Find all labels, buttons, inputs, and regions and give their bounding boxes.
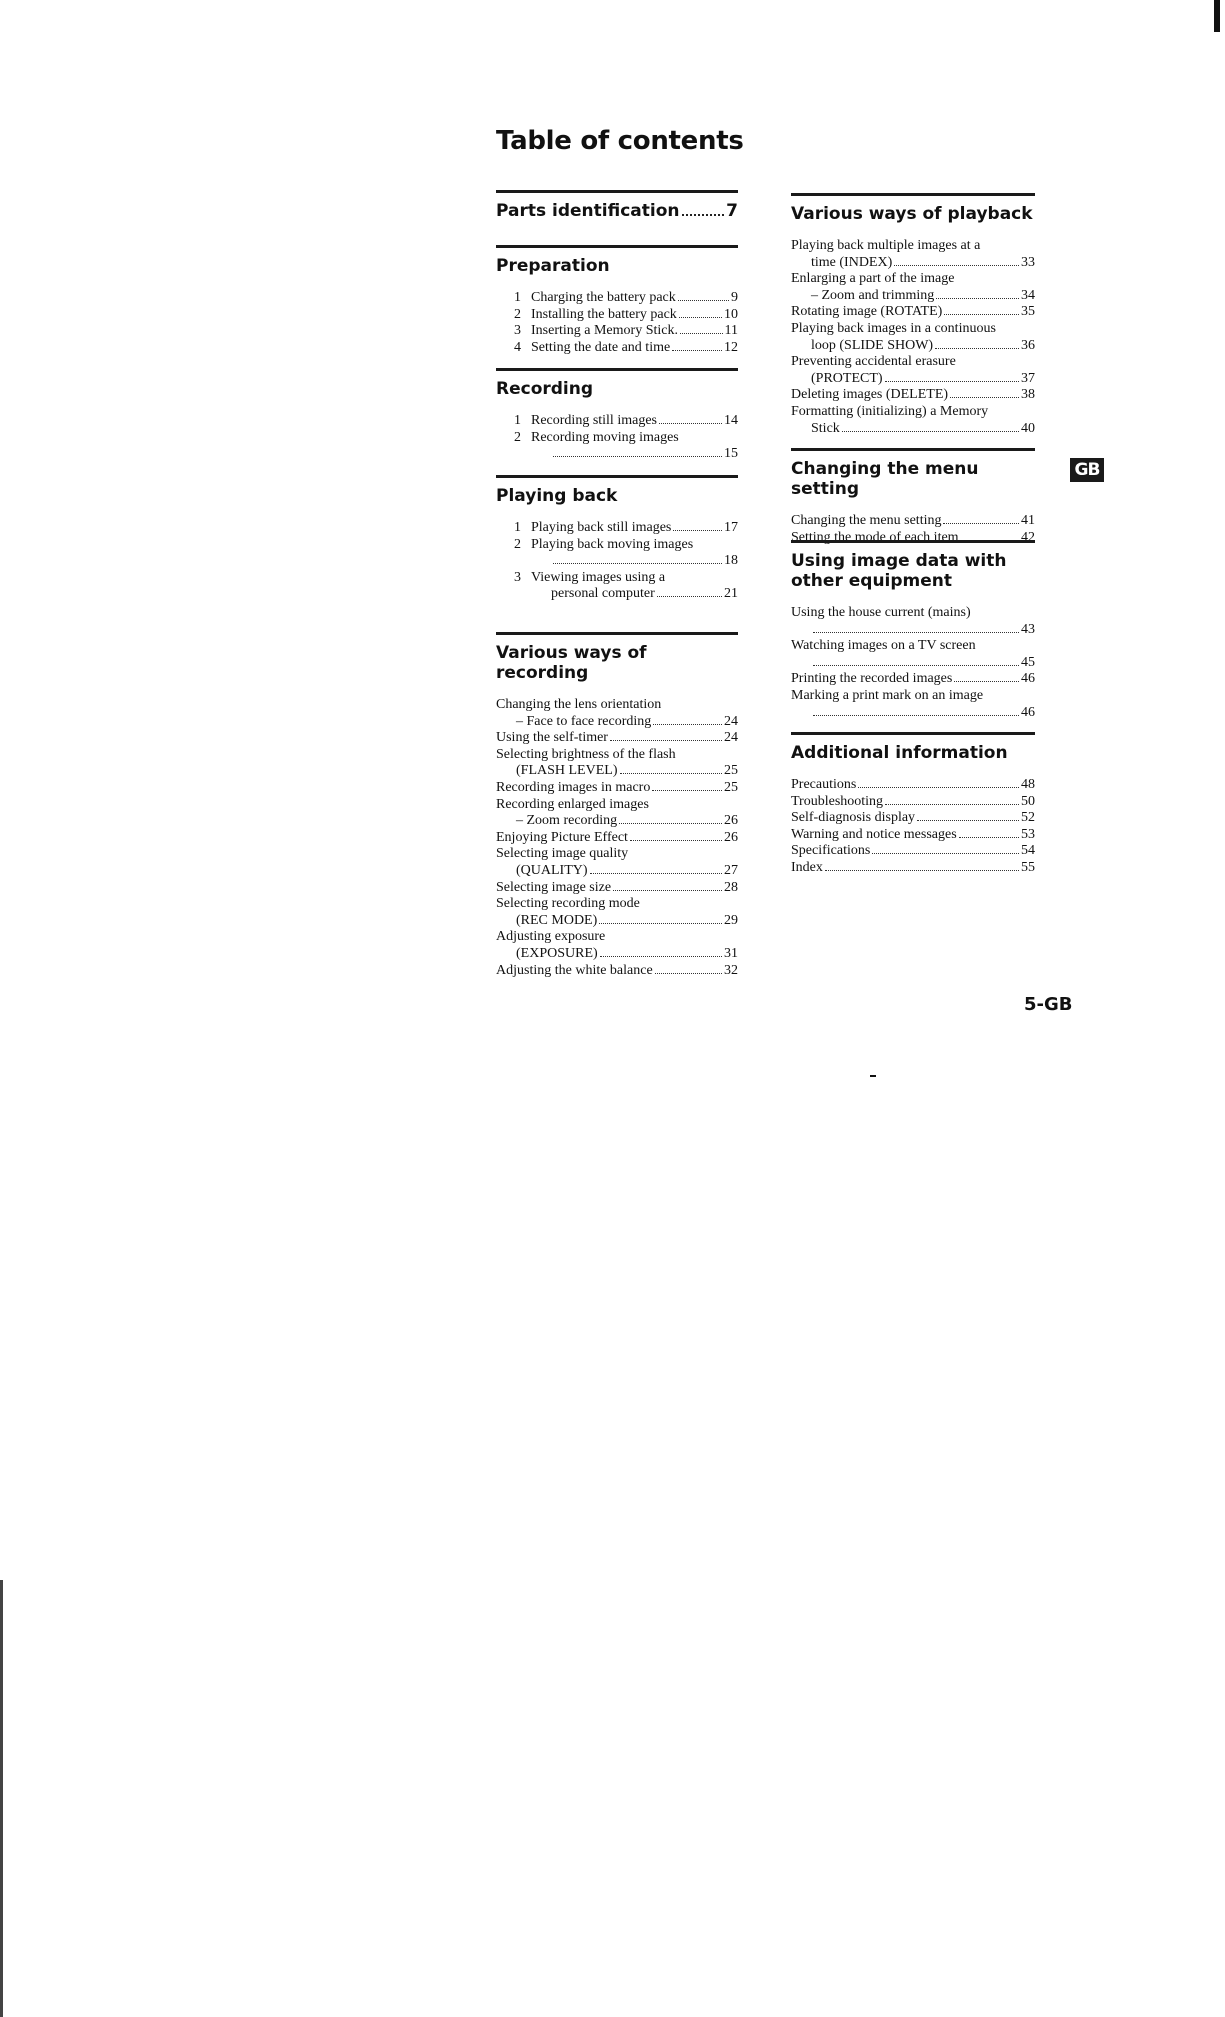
toc-entry[interactable]: [496, 880, 738, 897]
toc-entry-title: Playing back multiple images at a: [791, 238, 981, 253]
toc-entry-title: Changing the lens orientation: [496, 697, 662, 712]
toc-entry-title: Printing the recorded images: [791, 671, 953, 687]
toc-page-number: 12: [724, 339, 738, 355]
dot-leader: [936, 298, 1019, 299]
toc-entry[interactable]: [496, 963, 738, 980]
scan-mark: [870, 1075, 876, 1077]
toc-entry-title: Preventing accidental erasure: [791, 354, 956, 370]
scan-mark: [0, 1580, 3, 2017]
toc-entry-title: Adjusting exposure: [496, 929, 606, 945]
toc-page-number: 35: [1021, 304, 1035, 320]
entry-number: 4: [514, 339, 521, 355]
dot-leader: [825, 870, 1019, 871]
toc-entry-body: [496, 929, 738, 962]
toc-entry-body: [531, 520, 738, 537]
toc-section: [496, 368, 738, 463]
toc-entry-line: [496, 863, 738, 880]
toc-entry-title: Playing back moving images: [531, 536, 694, 552]
toc-entry[interactable]: [496, 747, 738, 780]
toc-entry-line: [791, 777, 1035, 794]
toc-page-number: 40: [1021, 420, 1035, 436]
toc-entry-title: Enjoying Picture Effect: [496, 829, 628, 845]
toc-section: [496, 245, 738, 356]
toc-entry-line: [791, 622, 1035, 639]
dot-leader: [842, 431, 1019, 432]
dot-leader: [659, 423, 722, 424]
dot-leader: [620, 773, 723, 774]
toc-entry[interactable]: [791, 605, 1035, 638]
dot-leader: [885, 804, 1019, 805]
toc-entry[interactable]: [514, 323, 738, 340]
toc-entry-body: [496, 697, 738, 730]
dot-leader: [610, 740, 722, 741]
toc-entry-title: Selecting image quality: [496, 846, 629, 862]
toc-entry-line: [531, 586, 738, 603]
dot-leader: [872, 853, 1019, 854]
entry-number: 2: [514, 429, 521, 445]
toc-page-number: 38: [1021, 387, 1035, 403]
toc-entry-body: [496, 846, 738, 879]
toc-entry-body: [791, 321, 1035, 354]
toc-entry-body: [791, 238, 1035, 271]
toc-entry-body: [531, 290, 738, 307]
dot-leader: [599, 923, 722, 924]
toc-page-number: 31: [724, 945, 738, 961]
toc-entry[interactable]: [791, 354, 1035, 387]
toc-entry-line: [496, 830, 738, 847]
toc-entry-title: Inserting a Memory Stick.: [531, 323, 678, 339]
toc-entry-title: (EXPOSURE): [516, 945, 598, 961]
toc-entry-body: [791, 638, 1035, 671]
toc-entry-body: [496, 963, 738, 980]
section-heading[interactable]: Using image data with other equipment: [791, 551, 1007, 591]
toc-page-number: 42: [1021, 529, 1035, 545]
toc-entry-body: [791, 304, 1035, 321]
toc-entry-list: [791, 777, 1035, 877]
toc-entry-body: [791, 777, 1035, 794]
dot-leader: [600, 956, 722, 957]
toc-entry[interactable]: [791, 321, 1035, 354]
toc-entry-line: [791, 338, 1035, 355]
toc-entry-list: [791, 605, 1035, 721]
section-heading[interactable]: Preparation: [496, 256, 610, 276]
dot-leader: [954, 681, 1019, 682]
dot-leader: [655, 973, 722, 974]
toc-page-number: 10: [724, 306, 738, 322]
toc-entry-list: [496, 520, 738, 603]
dot-leader: [652, 790, 722, 791]
toc-entry-title: Deleting images (DELETE): [791, 387, 949, 403]
toc-entry-line: [496, 913, 738, 930]
dot-leader: [813, 715, 1019, 716]
dot-leader: [917, 820, 1019, 821]
toc-entry-body: [496, 880, 738, 897]
toc-entry-title: Watching images on a TV screen: [791, 638, 976, 654]
toc-section: [791, 448, 1035, 546]
toc-entry[interactable]: [496, 896, 738, 929]
toc-entry[interactable]: [496, 780, 738, 797]
toc-entry-title: Recording still images: [531, 413, 657, 428]
toc-page-number: 48: [1021, 777, 1035, 792]
dot-leader: [590, 873, 722, 874]
toc-entry-title: Selecting brightness of the flash: [496, 746, 676, 762]
toc-entry-title: personal computer: [551, 586, 655, 602]
toc-entry[interactable]: [791, 238, 1035, 271]
toc-section: [791, 540, 1035, 721]
toc-page-number: 50: [1021, 793, 1035, 809]
toc-entry-title: Using the self-timer: [496, 730, 608, 746]
toc-entry[interactable]: [791, 404, 1035, 437]
toc-page-number: 11: [724, 323, 738, 339]
toc-entry[interactable]: [514, 520, 738, 537]
toc-entry[interactable]: [514, 413, 738, 430]
dot-leader: [894, 265, 1019, 266]
toc-entry[interactable]: [791, 794, 1035, 811]
toc-entry-body: [496, 896, 738, 929]
toc-entry-body: [531, 340, 738, 357]
toc-entry-title: Installing the battery pack: [531, 306, 677, 322]
toc-entry-title: (FLASH LEVEL): [516, 763, 618, 779]
toc-entry-line: [791, 655, 1035, 672]
toc-entry-title: – Zoom and trimming: [811, 287, 935, 303]
toc-entry[interactable]: [791, 688, 1035, 721]
dot-leader: [679, 317, 722, 318]
dot-leader: [935, 348, 1019, 349]
dot-leader: [959, 837, 1019, 838]
toc-page-number: 34: [1021, 287, 1035, 303]
toc-page-number: 9: [731, 290, 738, 305]
section-heading[interactable]: Additional information: [791, 743, 1008, 763]
toc-page-number: 21: [724, 586, 738, 602]
toc-entry-title: Warning and notice messages: [791, 826, 957, 842]
toc-entry-line: [791, 827, 1035, 844]
toc-entry-body: [496, 830, 738, 847]
toc-entry-body: [791, 513, 1035, 530]
toc-entry-title: Setting the date and time: [531, 339, 671, 355]
toc-entry-list: [496, 697, 738, 979]
section-heading[interactable]: Playing back: [496, 486, 618, 506]
toc-entry-title: Selecting image size: [496, 879, 612, 895]
entry-number: 1: [514, 413, 521, 428]
section-heading-page: 7: [726, 201, 738, 221]
toc-entry-line: [791, 387, 1035, 404]
toc-entry-title: Troubleshooting: [791, 793, 884, 809]
dot-leader: [619, 823, 722, 824]
toc-entry-title: Viewing images using a: [531, 569, 666, 585]
toc-entry-line: [791, 304, 1035, 321]
toc-entry-line: [531, 323, 738, 340]
toc-entry-line: [791, 371, 1035, 388]
toc-page-number: 25: [724, 779, 738, 795]
toc-entry[interactable]: [791, 513, 1035, 530]
toc-entry-line: [531, 307, 738, 324]
entry-number: 2: [514, 306, 521, 322]
toc-entry[interactable]: [791, 271, 1035, 304]
entry-number: 2: [514, 536, 521, 552]
toc-entry-line: [791, 671, 1035, 688]
toc-entry[interactable]: [791, 304, 1035, 321]
toc-entry-title: Enlarging a part of the image: [791, 271, 955, 287]
toc-entry-title: Stick: [811, 420, 840, 436]
toc-entry-line: [791, 288, 1035, 305]
toc-entry-body: [531, 570, 738, 603]
section-heading[interactable]: [496, 201, 738, 221]
toc-page-number: 52: [1021, 810, 1035, 826]
toc-entry-line: [791, 513, 1035, 530]
toc-page-number: 26: [724, 829, 738, 845]
toc-entry-line: [496, 730, 738, 747]
toc-entry-line: [531, 413, 738, 430]
toc-entry-title: (QUALITY): [516, 862, 588, 878]
toc-entry-title: Marking a print mark on an image: [791, 687, 984, 703]
dot-leader: [553, 563, 722, 564]
toc-entry-title: (REC MODE): [516, 912, 598, 928]
toc-section: [496, 632, 738, 979]
toc-page-number: 28: [724, 879, 738, 895]
toc-entry[interactable]: [791, 827, 1035, 844]
toc-entry-body: [496, 747, 738, 780]
toc-page-number: 24: [724, 713, 738, 729]
entry-number: 3: [514, 569, 521, 585]
toc-page-number: 37: [1021, 370, 1035, 386]
toc-entry-line: [531, 290, 738, 307]
toc-page-number: 46: [1021, 704, 1035, 720]
toc-entry-body: [791, 827, 1035, 844]
dot-leader: [657, 596, 722, 597]
toc-section: [791, 193, 1035, 437]
dot-leader: [553, 456, 722, 457]
toc-entry-body: [791, 271, 1035, 304]
toc-entry-title: Charging the battery pack: [531, 290, 676, 305]
toc-entry-title: – Face to face recording: [516, 713, 652, 729]
toc-entry-title: Changing the menu setting: [791, 513, 942, 528]
toc-entry-title: Self-diagnosis display: [791, 810, 916, 826]
toc-entry[interactable]: [496, 730, 738, 747]
toc-entry-body: [791, 688, 1035, 721]
toc-entry[interactable]: [514, 307, 738, 324]
dot-leader: [682, 214, 725, 216]
dot-leader: [673, 530, 722, 531]
toc-entry-body: [531, 537, 738, 570]
toc-entry-line: [791, 421, 1035, 438]
toc-entry-body: [496, 780, 738, 797]
toc-page-number: 29: [724, 912, 738, 928]
toc-entry[interactable]: [514, 570, 738, 603]
section-heading[interactable]: Various ways of playback: [791, 204, 1033, 224]
toc-entry-title: Precautions: [791, 777, 857, 792]
toc-entry[interactable]: [514, 290, 738, 307]
toc-entry-title: Recording enlarged images: [496, 796, 649, 812]
toc-page-number: 45: [1021, 654, 1035, 670]
dot-leader: [950, 397, 1019, 398]
toc-entry-body: [531, 323, 738, 340]
toc-section: [496, 475, 738, 603]
dot-leader: [672, 350, 722, 351]
section-heading-title: Parts identification: [496, 201, 680, 221]
dot-leader: [680, 333, 723, 334]
toc-entry-body: [531, 413, 738, 430]
toc-page-number: 41: [1021, 513, 1035, 528]
toc-entry-title: Formatting (initializing) a Memory: [791, 403, 989, 419]
toc-section: [791, 732, 1035, 877]
toc-entry[interactable]: [791, 387, 1035, 404]
toc-entry-line: [791, 843, 1035, 860]
toc-entry-body: [791, 387, 1035, 404]
toc-page-number: 46: [1021, 671, 1035, 687]
toc-page-number: 24: [724, 730, 738, 746]
toc-entry-body: [791, 404, 1035, 437]
toc-entry[interactable]: [791, 860, 1035, 877]
language-badge: GB: [1070, 458, 1104, 482]
toc-entry-title: Selecting recording mode: [496, 896, 640, 912]
toc-entry-list: [496, 413, 738, 463]
toc-entry-line: [496, 963, 738, 980]
toc-entry[interactable]: [514, 340, 738, 357]
section-heading[interactable]: Various ways of recording: [496, 643, 647, 683]
toc-entry[interactable]: [791, 843, 1035, 860]
dot-leader: [813, 632, 1019, 633]
toc-page-number: 14: [724, 413, 738, 428]
toc-entry-line: [496, 714, 738, 731]
toc-entry[interactable]: [791, 810, 1035, 827]
toc-page-number: 18: [724, 553, 738, 569]
toc-entry-body: [496, 797, 738, 830]
toc-entry-line: [791, 794, 1035, 811]
page-number: 5-GB: [1024, 994, 1073, 1015]
toc-page-number: 55: [1021, 859, 1035, 875]
toc-entry-body: [791, 794, 1035, 811]
toc-entry[interactable]: [791, 671, 1035, 688]
toc-entry-line: [496, 780, 738, 797]
toc-entry-title: Adjusting the white balance: [496, 962, 653, 978]
toc-entry-line: [496, 880, 738, 897]
toc-entry[interactable]: [496, 797, 738, 830]
dot-leader: [613, 890, 722, 891]
toc-entry-list: [791, 238, 1035, 437]
entry-number: 1: [514, 290, 521, 305]
toc-page-number: 54: [1021, 843, 1035, 859]
toc-entry-line: [496, 813, 738, 830]
toc-entry-title: Recording images in macro: [496, 779, 651, 795]
toc-entry-line: [531, 520, 738, 537]
toc-entry-title: time (INDEX): [811, 254, 893, 270]
toc-page-number: 26: [724, 813, 738, 829]
toc-entry-body: [791, 810, 1035, 827]
toc-entry-title: Playing back images in a continuous: [791, 320, 996, 336]
entry-number: 3: [514, 323, 521, 339]
toc-entry-line: [791, 810, 1035, 827]
toc-entry[interactable]: [791, 638, 1035, 671]
toc-entry-line: [496, 763, 738, 780]
toc-entry-title: Recording moving images: [531, 429, 679, 445]
toc-entry-title: Rotating image (ROTATE): [791, 304, 943, 320]
toc-entry-line: [531, 446, 738, 463]
toc-entry-title: Setting the mode of each item: [791, 529, 959, 545]
dot-leader: [678, 300, 729, 301]
toc-entry-line: [791, 860, 1035, 877]
toc-entry-line: [496, 946, 738, 963]
toc-entry-line: [791, 705, 1035, 722]
toc-entry-body: [531, 430, 738, 463]
toc-entry-body: [531, 307, 738, 324]
toc-entry-body: [791, 860, 1035, 877]
toc-page-number: 32: [724, 962, 738, 978]
toc-entry-title: Using the house current (mains): [791, 605, 971, 620]
toc-entry[interactable]: [514, 430, 738, 463]
dot-leader: [944, 314, 1019, 315]
toc-entry[interactable]: [496, 830, 738, 847]
dot-leader: [943, 523, 1019, 524]
toc-entry[interactable]: [496, 929, 738, 962]
toc-entry-body: [791, 843, 1035, 860]
toc-page-number: 36: [1021, 337, 1035, 353]
dot-leader: [813, 665, 1019, 666]
toc-entry-title: Specifications: [791, 843, 871, 859]
toc-entry[interactable]: [791, 777, 1035, 794]
toc-entry-body: [791, 671, 1035, 688]
toc-entry[interactable]: [496, 846, 738, 879]
toc-page-number: 53: [1021, 826, 1035, 842]
toc-entry-title: (PROTECT): [811, 370, 883, 386]
toc-entry-body: [791, 354, 1035, 387]
toc-entry-line: [531, 553, 738, 570]
toc-page-number: 17: [724, 520, 738, 535]
toc-entry[interactable]: [496, 697, 738, 730]
toc-page-number: 15: [724, 446, 738, 462]
toc-page-number: 43: [1021, 621, 1035, 637]
toc-entry-body: [496, 730, 738, 747]
toc-entry-title: loop (SLIDE SHOW): [811, 337, 934, 353]
entry-number: 1: [514, 520, 521, 535]
toc-entry-list: [496, 290, 738, 356]
toc-entry-line: [531, 340, 738, 357]
toc-entry-line: [791, 255, 1035, 272]
toc-page-number: 27: [724, 862, 738, 878]
dot-leader: [885, 381, 1019, 382]
toc-entry[interactable]: [514, 537, 738, 570]
dot-leader: [630, 840, 722, 841]
toc-page-number: 33: [1021, 254, 1035, 270]
toc-entry-title: Playing back still images: [531, 520, 672, 535]
page-title: Table of contents: [496, 126, 744, 156]
toc-entry-title: – Zoom recording: [516, 813, 618, 829]
toc-entry-title: Index: [791, 859, 823, 875]
dot-leader: [858, 787, 1019, 788]
dot-leader: [653, 724, 722, 725]
section-heading[interactable]: Recording: [496, 379, 594, 399]
toc-entry-body: [791, 605, 1035, 638]
scan-mark: [1214, 0, 1220, 32]
toc-section: [496, 190, 738, 221]
section-heading[interactable]: Changing the menu setting: [791, 459, 979, 499]
toc-page-number: 25: [724, 763, 738, 779]
